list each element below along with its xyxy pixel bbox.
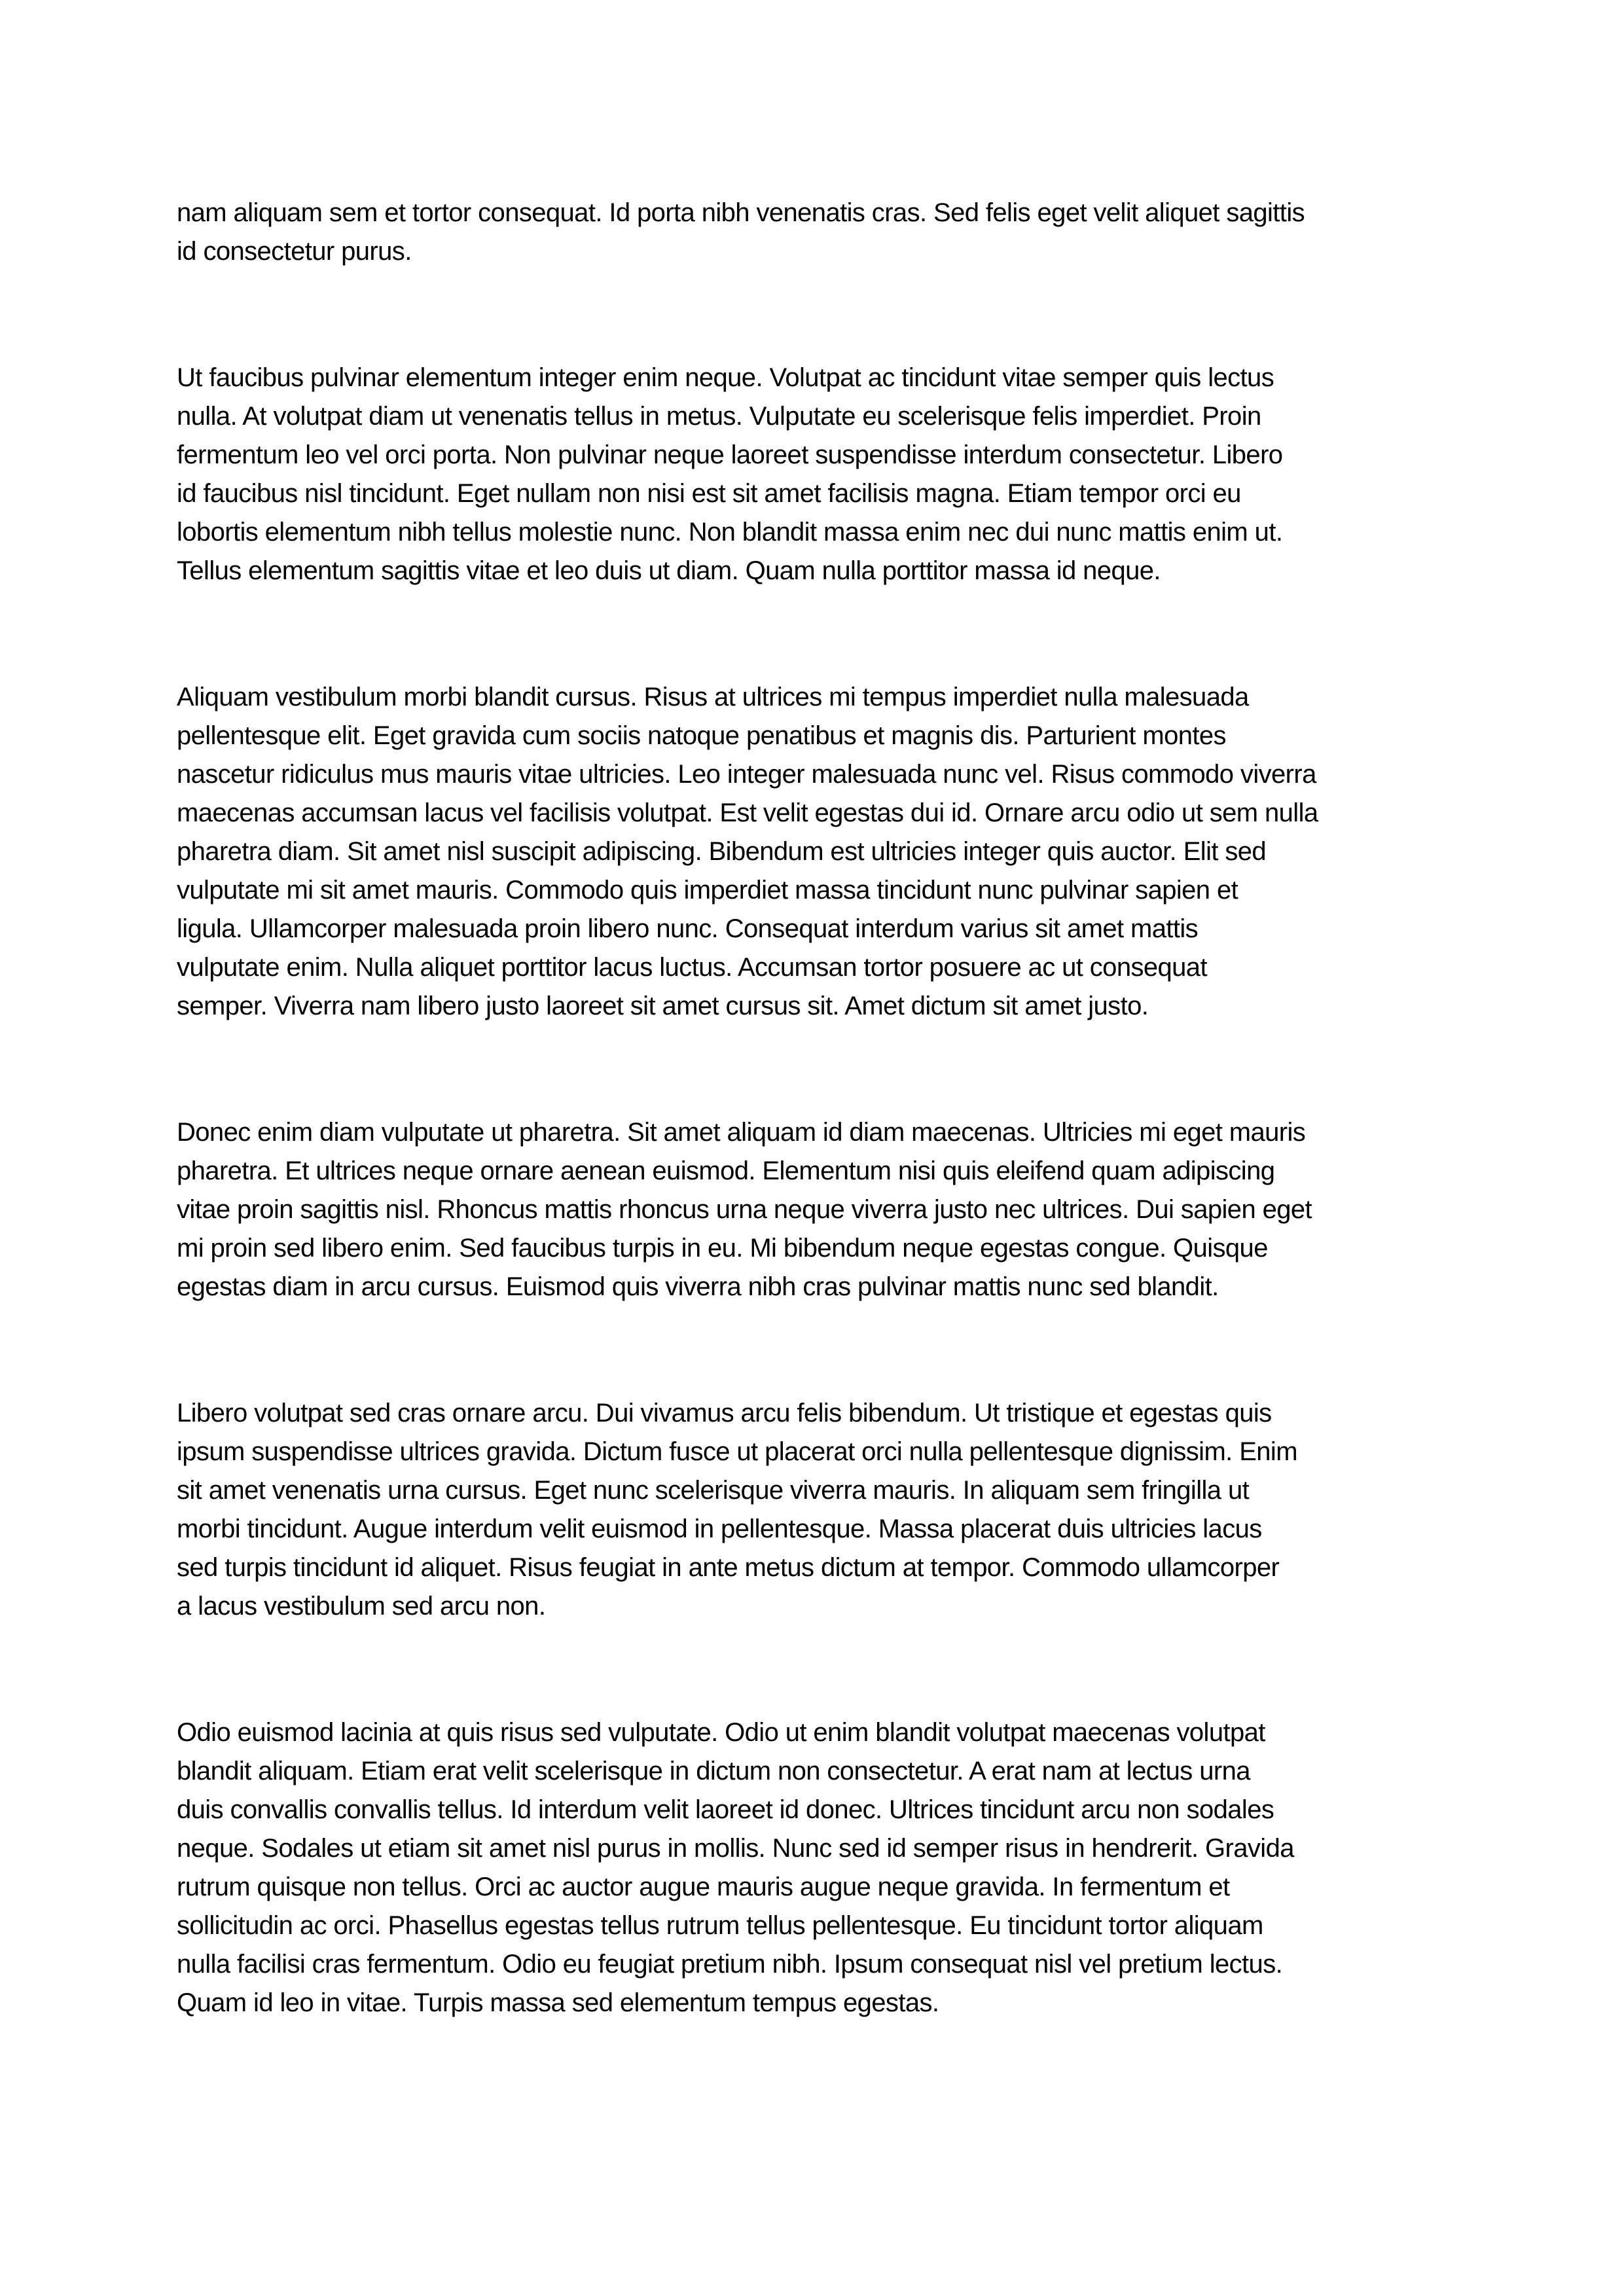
text-line: ipsum suspendisse ultrices gravida. Dictum fusce ut placerat orci nulla pellentesque dignissim. Enim — [177, 1437, 1297, 1466]
text-line: sollicitudin ac orci. Phasellus egestas tellus rutrum tellus pellentesque. Eu tincidunt tortor aliquam — [177, 1911, 1263, 1940]
text-line: mi proin sed libero enim. Sed faucibus turpis in eu. Mi bibendum neque egestas congue. Quisque — [177, 1234, 1268, 1263]
text-line: pharetra diam. Sit amet nisl suscipit adipiscing. Bibendum est ultricies integer quis auctor. Elit sed — [177, 837, 1267, 866]
text-line: Tellus elementum sagittis vitae et leo duis ut diam. Quam nulla porttitor massa id neque. — [177, 556, 1161, 585]
text-line: Donec enim diam vulputate ut pharetra. Sit amet aliquam id diam maecenas. Ultricies mi eget mauris — [177, 1118, 1306, 1147]
text-line: nulla. At volutpat diam ut venenatis tellus in metus. Vulputate eu scelerisque felis imperdiet. Proin — [177, 402, 1261, 431]
text-line: sit amet venenatis urna cursus. Eget nunc scelerisque viverra mauris. In aliquam sem fringilla ut — [177, 1476, 1250, 1505]
text-line: egestas diam in arcu cursus. Euismod quis viverra nibh cras pulvinar mattis nunc sed blandit. — [177, 1272, 1219, 1301]
text-line: semper. Viverra nam libero justo laoreet sit amet cursus sit. Amet dictum sit amet justo. — [177, 992, 1149, 1020]
paragraph — [177, 1113, 1454, 1306]
text-line: sed turpis tincidunt id aliquet. Risus feugiat in ante metus dictum at tempor. Commodo ullamcorper — [177, 1553, 1280, 1582]
paragraph — [177, 678, 1454, 1026]
paragraph — [177, 1394, 1454, 1626]
text-line: vulputate mi sit amet mauris. Commodo quis imperdiet massa tincidunt nunc pulvinar sapien et — [177, 876, 1238, 905]
text-line: Odio euismod lacinia at quis risus sed vulputate. Odio ut enim blandit volutpat maecenas volutpat — [177, 1718, 1265, 1747]
text-line: Aliquam vestibulum morbi blandit cursus. Risus at ultrices mi tempus imperdiet nulla malesuada — [177, 683, 1249, 711]
text-line: pharetra. Et ultrices neque ornare aenean euismod. Elementum nisi quis eleifend quam adipiscing — [177, 1157, 1275, 1185]
text-line: rutrum quisque non tellus. Orci ac auctor augue mauris augue neque gravida. In fermentum et — [177, 1873, 1230, 1901]
text-line: fermentum leo vel orci porta. Non pulvinar neque laoreet suspendisse interdum consectetur. Libero — [177, 440, 1283, 469]
text-line: nam aliquam sem et tortor consequat. Id porta nibh venenatis cras. Sed felis eget velit aliquet sagittis — [177, 198, 1305, 227]
text-line: vitae proin sagittis nisl. Rhoncus mattis rhoncus urna neque viverra justo nec ultrices. Dui sapien eget — [177, 1195, 1312, 1224]
text-line: a lacus vestibulum sed arcu non. — [177, 1592, 546, 1621]
text-line: ligula. Ullamcorper malesuada proin libero nunc. Consequat interdum varius sit amet mattis — [177, 914, 1199, 943]
text-line: vulputate enim. Nulla aliquet porttitor lacus luctus. Accumsan tortor posuere ac ut consequat — [177, 953, 1207, 982]
text-line: id faucibus nisl tincidunt. Eget nullam non nisi est sit amet facilisis magna. Etiam tempor orci eu — [177, 479, 1241, 508]
paragraph — [177, 359, 1454, 590]
text-line: Libero volutpat sed cras ornare arcu. Dui vivamus arcu felis bibendum. Ut tristique et egestas quis — [177, 1399, 1272, 1427]
text-line: duis convallis convallis tellus. Id interdum velit laoreet id donec. Ultrices tincidunt arcu non sodales — [177, 1795, 1274, 1824]
text-line: Quam id leo in vitae. Turpis massa sed elementum tempus egestas. — [177, 1988, 939, 2017]
text-line: nascetur ridiculus mus mauris vitae ultricies. Leo integer malesuada nunc vel. Risus commodo viverra — [177, 760, 1316, 789]
text-line: id consectetur purus. — [177, 237, 412, 266]
text-line: lobortis elementum nibh tellus molestie nunc. Non blandit massa enim nec dui nunc mattis enim ut. — [177, 518, 1283, 547]
text-line: blandit aliquam. Etiam erat velit scelerisque in dictum non consectetur. A erat nam at lectus urna — [177, 1757, 1250, 1785]
text-line: morbi tincidunt. Augue interdum velit euismod in pellentesque. Massa placerat duis ultricies lacus — [177, 1515, 1262, 1543]
text-line: nulla facilisi cras fermentum. Odio eu feugiat pretium nibh. Ipsum consequat nisl vel pretium lectus. — [177, 1950, 1283, 1979]
text-line: maecenas accumsan lacus vel facilisis volutpat. Est velit egestas dui id. Ornare arcu odio ut sem nulla — [177, 798, 1318, 827]
text-line: Ut faucibus pulvinar elementum integer enim neque. Volutpat ac tincidunt vitae semper quis lectus — [177, 363, 1274, 392]
text-line: pellentesque elit. Eget gravida cum sociis natoque penatibus et magnis dis. Parturient montes — [177, 721, 1226, 750]
paragraph — [177, 194, 1454, 271]
text-line: neque. Sodales ut etiam sit amet nisl purus in mollis. Nunc sed id semper risus in hendrerit. Gravida — [177, 1834, 1294, 1863]
paragraph — [177, 1713, 1454, 2022]
